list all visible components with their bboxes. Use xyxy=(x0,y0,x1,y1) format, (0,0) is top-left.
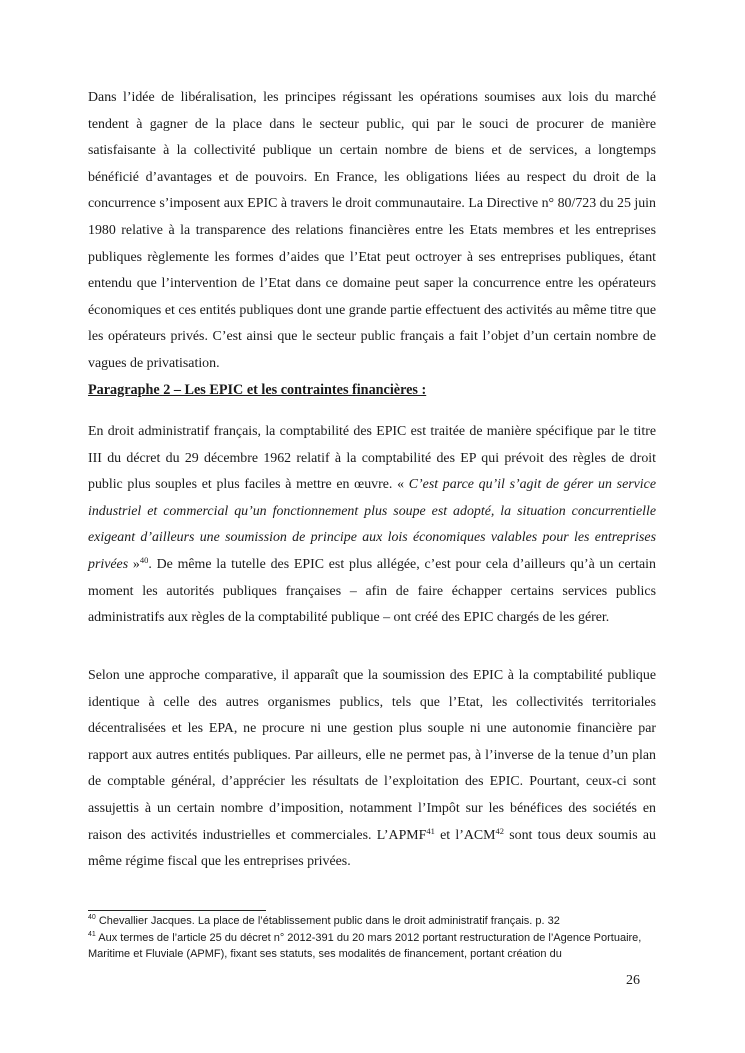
footnote-41-text: Aux termes de l’article 25 du décret n° 2012-391 du 20 mars 2012 portant restructuration de l’Agence Portuaire, Maritime et Fluviale (APMF), fixant ses statuts, ses modalités de financement, portant création du xyxy=(88,932,642,960)
footnote-ref-42: 42 xyxy=(495,825,505,836)
footnote-40-text: Chevallier Jacques. La place de l’établissement public dans le droit administratif français. p. 32 xyxy=(95,915,560,927)
paragraph-1: Dans l’idée de libéralisation, les principes régissant les opérations soumises aux lois du marché tendent à gagner de la place dans le secteur public, qui par le souci de procurer de manière satisfaisante à la collectivité publique un certain nombre de biens et de services, a longtemps bénéficié d’avantages et de pouvoirs. En France, les obligations liées au respect du droit de la concurrence s’imposent aux EPIC à travers le droit communautaire. La Directive n° 80/723 du 25 juin 1980 relative à la transparence des relations financières entre les Etats membres et les entreprises publiques règlemente les formes d’aides que l’Etat peut octroyer à ses entreprises publiques, étant entendu que l’intervention de l’Etat dans ce domaine peut saper la concurrence entre les opérateurs économiques et ces entités publiques dont une grande partie effectuent des activités au même titre que les opérateurs privés. C’est ainsi que le secteur public français a fait l’objet d’un certain nombre de vagues de privatisation. xyxy=(88,90,656,371)
footnote-ref-41: 41 xyxy=(426,825,435,836)
paragraph-2-text: En droit administratif français, la comptabilité des EPIC est traitée de manière spécifique par le titre III du décret du 29 décembre 1962 relatif à la comptabilité des EP qui prévoit des règles de droit public plus souples et plus faciles à mettre en œuvre. « xyxy=(88,424,656,493)
footnote-41 xyxy=(88,930,658,962)
section-heading: Paragraphe 2 – Les EPIC et les contraintes financières : xyxy=(88,382,427,398)
footnote-41-number: 41 xyxy=(88,931,96,938)
paragraph-3-text-2: et l’ACM xyxy=(434,827,496,843)
paragraph-2-continued: . De même la tutelle des EPIC est plus allégée, c’est pour cela d’ailleurs qu’à un certain moment les autorités publiques françaises – afin de faire échapper certains services publics administratifs aux règles de la comptabilité publique – ont créé des EPIC chargés de les gérer. xyxy=(88,556,656,626)
page-number: 26 xyxy=(626,973,640,988)
footnote-40-number: 40 xyxy=(88,914,96,921)
paragraph-3-text-3: sont tous deux soumis au même régime fiscal que les entreprises privées. xyxy=(88,827,656,870)
paragraph-2-quote: C’est parce qu’il s’agit de gérer un service industriel et commercial qu’un fonctionnement plus soupe est adopté, la situation concurrentielle exigeant d’ailleurs une soumission de principe aux lois économiques valables pour les entreprises privées xyxy=(88,477,656,572)
paragraph-3 xyxy=(88,663,656,876)
footnote-40 xyxy=(88,913,658,929)
footnote-separator xyxy=(88,910,266,911)
paragraph-3-text: Selon une approche comparative, il apparaît que la soumission des EPIC à la comptabilité publique identique à celle des autres organismes publics, tels que l’Etat, les collectivités territoriales décentralisées et les EPA, ne procure ni une gestion plus souple ni une autonomie financière par rapport aux autres entités publiques. Par ailleurs, elle ne permet pas, à l’inverse de la tenue d’un plan de comptable général, d’apprécier les résultats de l’exploitation des EPIC. Pourtant, ceux-ci sont assujettis à un certain nombre d’imposition, notamment l’Impôt sur les bénéfices des sociétés en raison des activités industrielles et commerciales. L’APMF xyxy=(88,668,656,843)
footnote-ref-40: 40 xyxy=(139,554,149,565)
paragraph-2 xyxy=(88,419,656,632)
quote-close: » xyxy=(132,556,140,572)
